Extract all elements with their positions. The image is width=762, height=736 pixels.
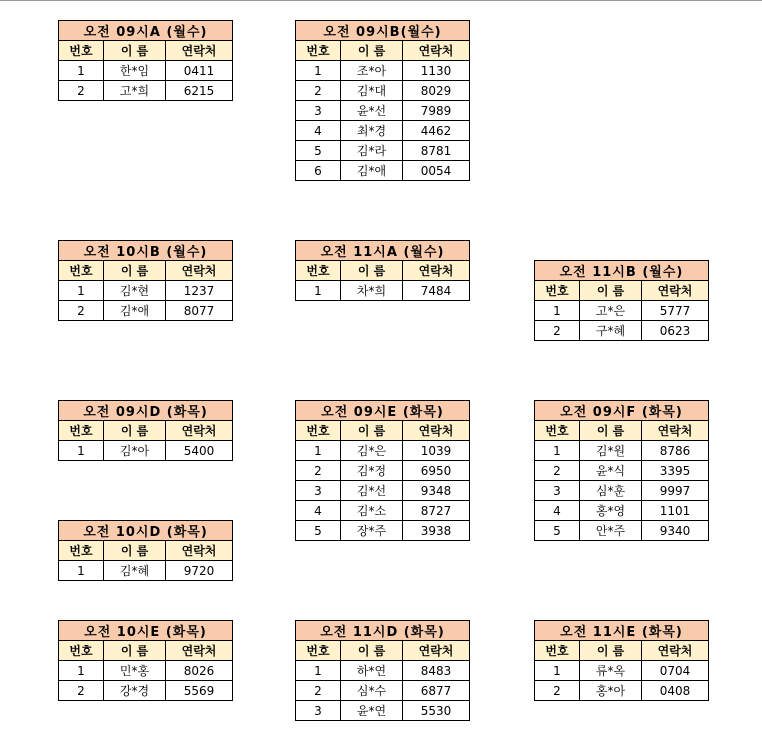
class-table [58,620,233,701]
student-name: 고*은 [580,301,642,321]
contact-digits: 8026 [166,661,233,681]
class-title: 오전 09시B(월수) [296,21,470,41]
student-name: 구*혜 [580,321,642,341]
row-number: 2 [535,461,580,481]
row-number: 6 [296,161,341,181]
student-name: 윤*선 [341,101,403,121]
student-name: 심*훈 [580,481,642,501]
row-number: 4 [535,501,580,521]
class-table [295,240,470,301]
table-row [296,141,470,161]
contact-digits: 5777 [642,301,709,321]
class-title: 오전 11시A (월수) [296,241,470,261]
table-row [535,321,709,341]
table-row [59,281,233,301]
row-number: 5 [535,521,580,541]
student-name: 윤*연 [341,701,403,721]
header-no: 번호 [59,541,104,561]
class-table [534,620,709,701]
contact-digits: 0623 [642,321,709,341]
class-table [295,20,470,181]
header-no: 번호 [296,641,341,661]
student-name: 김*소 [341,501,403,521]
table-row [59,61,233,81]
student-name: 김*아 [104,441,166,461]
table-row [535,521,709,541]
header-contact: 연락처 [403,261,470,281]
contact-digits: 9340 [642,521,709,541]
header-name: 이 름 [104,41,166,61]
student-name: 한*임 [104,61,166,81]
table-row [535,461,709,481]
row-number: 2 [59,681,104,701]
student-name: 조*아 [341,61,403,81]
student-name: 김*정 [341,461,403,481]
row-number: 1 [296,441,341,461]
student-name: 강*경 [104,681,166,701]
table-row [296,501,470,521]
table-row [296,481,470,501]
header-contact: 연락처 [642,421,709,441]
header-contact: 연락처 [166,641,233,661]
header-no: 번호 [535,281,580,301]
row-number: 1 [59,281,104,301]
table-row [296,681,470,701]
contact-digits: 0411 [166,61,233,81]
class-title: 오전 09시D (화목) [59,401,233,421]
contact-digits: 1237 [166,281,233,301]
row-number: 1 [535,301,580,321]
contact-digits: 0704 [642,661,709,681]
contact-digits: 8029 [403,81,470,101]
header-name: 이 름 [341,41,403,61]
table-row [296,101,470,121]
table-row [535,661,709,681]
contact-digits: 5400 [166,441,233,461]
student-name: 김*혜 [104,561,166,581]
header-contact: 연락처 [166,541,233,561]
header-no: 번호 [535,421,580,441]
header-name: 이 름 [341,421,403,441]
student-name: 차*희 [341,281,403,301]
class-table [295,620,470,721]
student-name: 김*선 [341,481,403,501]
row-number: 5 [296,521,341,541]
header-contact: 연락처 [166,41,233,61]
header-name: 이 름 [341,261,403,281]
student-name: 하*연 [341,661,403,681]
row-number: 1 [59,661,104,681]
contact-digits: 0054 [403,161,470,181]
row-number: 2 [296,681,341,701]
table-row [59,441,233,461]
row-number: 2 [59,301,104,321]
header-contact: 연락처 [166,421,233,441]
row-number: 5 [296,141,341,161]
row-number: 1 [59,561,104,581]
contact-digits: 9720 [166,561,233,581]
row-number: 1 [296,281,341,301]
class-title: 오전 09시E (화목) [296,401,470,421]
class-table [534,400,709,541]
row-number: 3 [296,481,341,501]
contact-digits: 8786 [642,441,709,461]
row-number: 1 [59,61,104,81]
header-contact: 연락처 [642,641,709,661]
header-name: 이 름 [341,641,403,661]
header-contact: 연락처 [642,281,709,301]
class-title: 오전 11시D (화목) [296,621,470,641]
class-title: 오전 11시B (월수) [535,261,709,281]
contact-digits: 1101 [642,501,709,521]
header-no: 번호 [59,261,104,281]
table-row [296,441,470,461]
table-row [296,81,470,101]
contact-digits: 9997 [642,481,709,501]
table-row [296,161,470,181]
contact-digits: 8077 [166,301,233,321]
header-name: 이 름 [580,421,642,441]
row-number: 1 [296,661,341,681]
row-number: 2 [296,461,341,481]
table-row [296,281,470,301]
table-row [59,561,233,581]
contact-digits: 8483 [403,661,470,681]
student-name: 김*애 [104,301,166,321]
contact-digits: 8781 [403,141,470,161]
row-number: 1 [535,661,580,681]
student-name: 김*애 [341,161,403,181]
row-number: 2 [296,81,341,101]
contact-digits: 6950 [403,461,470,481]
table-row [535,441,709,461]
row-number: 4 [296,501,341,521]
contact-digits: 5530 [403,701,470,721]
contact-digits: 0408 [642,681,709,701]
student-name: 김*대 [341,81,403,101]
student-name: 김*현 [104,281,166,301]
header-no: 번호 [296,41,341,61]
row-number: 1 [59,441,104,461]
table-row [535,481,709,501]
contact-digits: 1039 [403,441,470,461]
table-row [296,121,470,141]
header-no: 번호 [59,41,104,61]
contact-digits: 7989 [403,101,470,121]
table-row [296,61,470,81]
student-name: 홍*영 [580,501,642,521]
contact-digits: 3938 [403,521,470,541]
class-table [58,400,233,461]
table-row [296,701,470,721]
header-no: 번호 [59,641,104,661]
contact-digits: 8727 [403,501,470,521]
student-name: 최*경 [341,121,403,141]
header-contact: 연락처 [403,41,470,61]
student-name: 류*옥 [580,661,642,681]
contact-digits: 1130 [403,61,470,81]
header-name: 이 름 [104,261,166,281]
class-table [295,400,470,541]
header-name: 이 름 [104,641,166,661]
row-number: 2 [535,321,580,341]
header-no: 번호 [535,641,580,661]
student-name: 김*라 [341,141,403,161]
class-table [58,240,233,321]
header-name: 이 름 [104,541,166,561]
header-no: 번호 [296,261,341,281]
student-name: 민*홍 [104,661,166,681]
student-name: 고*희 [104,81,166,101]
table-row [296,461,470,481]
class-table [534,260,709,341]
contact-digits: 4462 [403,121,470,141]
header-contact: 연락처 [403,421,470,441]
row-number: 3 [296,701,341,721]
row-number: 1 [535,441,580,461]
contact-digits: 7484 [403,281,470,301]
row-number: 2 [59,81,104,101]
table-row [59,661,233,681]
student-name: 김*은 [341,441,403,461]
student-name: 홍*아 [580,681,642,701]
table-row [535,681,709,701]
table-row [59,681,233,701]
class-title: 오전 10시E (화목) [59,621,233,641]
table-row [296,521,470,541]
header-no: 번호 [296,421,341,441]
contact-digits: 6877 [403,681,470,701]
class-title: 오전 10시B (월수) [59,241,233,261]
class-table [58,20,233,101]
student-name: 안*주 [580,521,642,541]
table-row [59,81,233,101]
row-number: 4 [296,121,341,141]
student-name: 김*원 [580,441,642,461]
student-name: 윤*식 [580,461,642,481]
table-row [535,501,709,521]
header-contact: 연락처 [166,261,233,281]
contact-digits: 6215 [166,81,233,101]
header-name: 이 름 [104,421,166,441]
row-number: 1 [296,61,341,81]
header-contact: 연락처 [403,641,470,661]
class-table [58,520,233,581]
row-number: 2 [535,681,580,701]
header-no: 번호 [59,421,104,441]
contact-digits: 3395 [642,461,709,481]
header-name: 이 름 [580,641,642,661]
class-title: 오전 09시A (월수) [59,21,233,41]
contact-digits: 5569 [166,681,233,701]
contact-digits: 9348 [403,481,470,501]
table-row [535,301,709,321]
row-number: 3 [535,481,580,501]
class-title: 오전 09시F (화목) [535,401,709,421]
class-title: 오전 11시E (화목) [535,621,709,641]
top-border-line [0,0,762,1]
student-name: 장*주 [341,521,403,541]
class-title: 오전 10시D (화목) [59,521,233,541]
table-row [59,301,233,321]
student-name: 심*수 [341,681,403,701]
row-number: 3 [296,101,341,121]
table-row [296,661,470,681]
header-name: 이 름 [580,281,642,301]
